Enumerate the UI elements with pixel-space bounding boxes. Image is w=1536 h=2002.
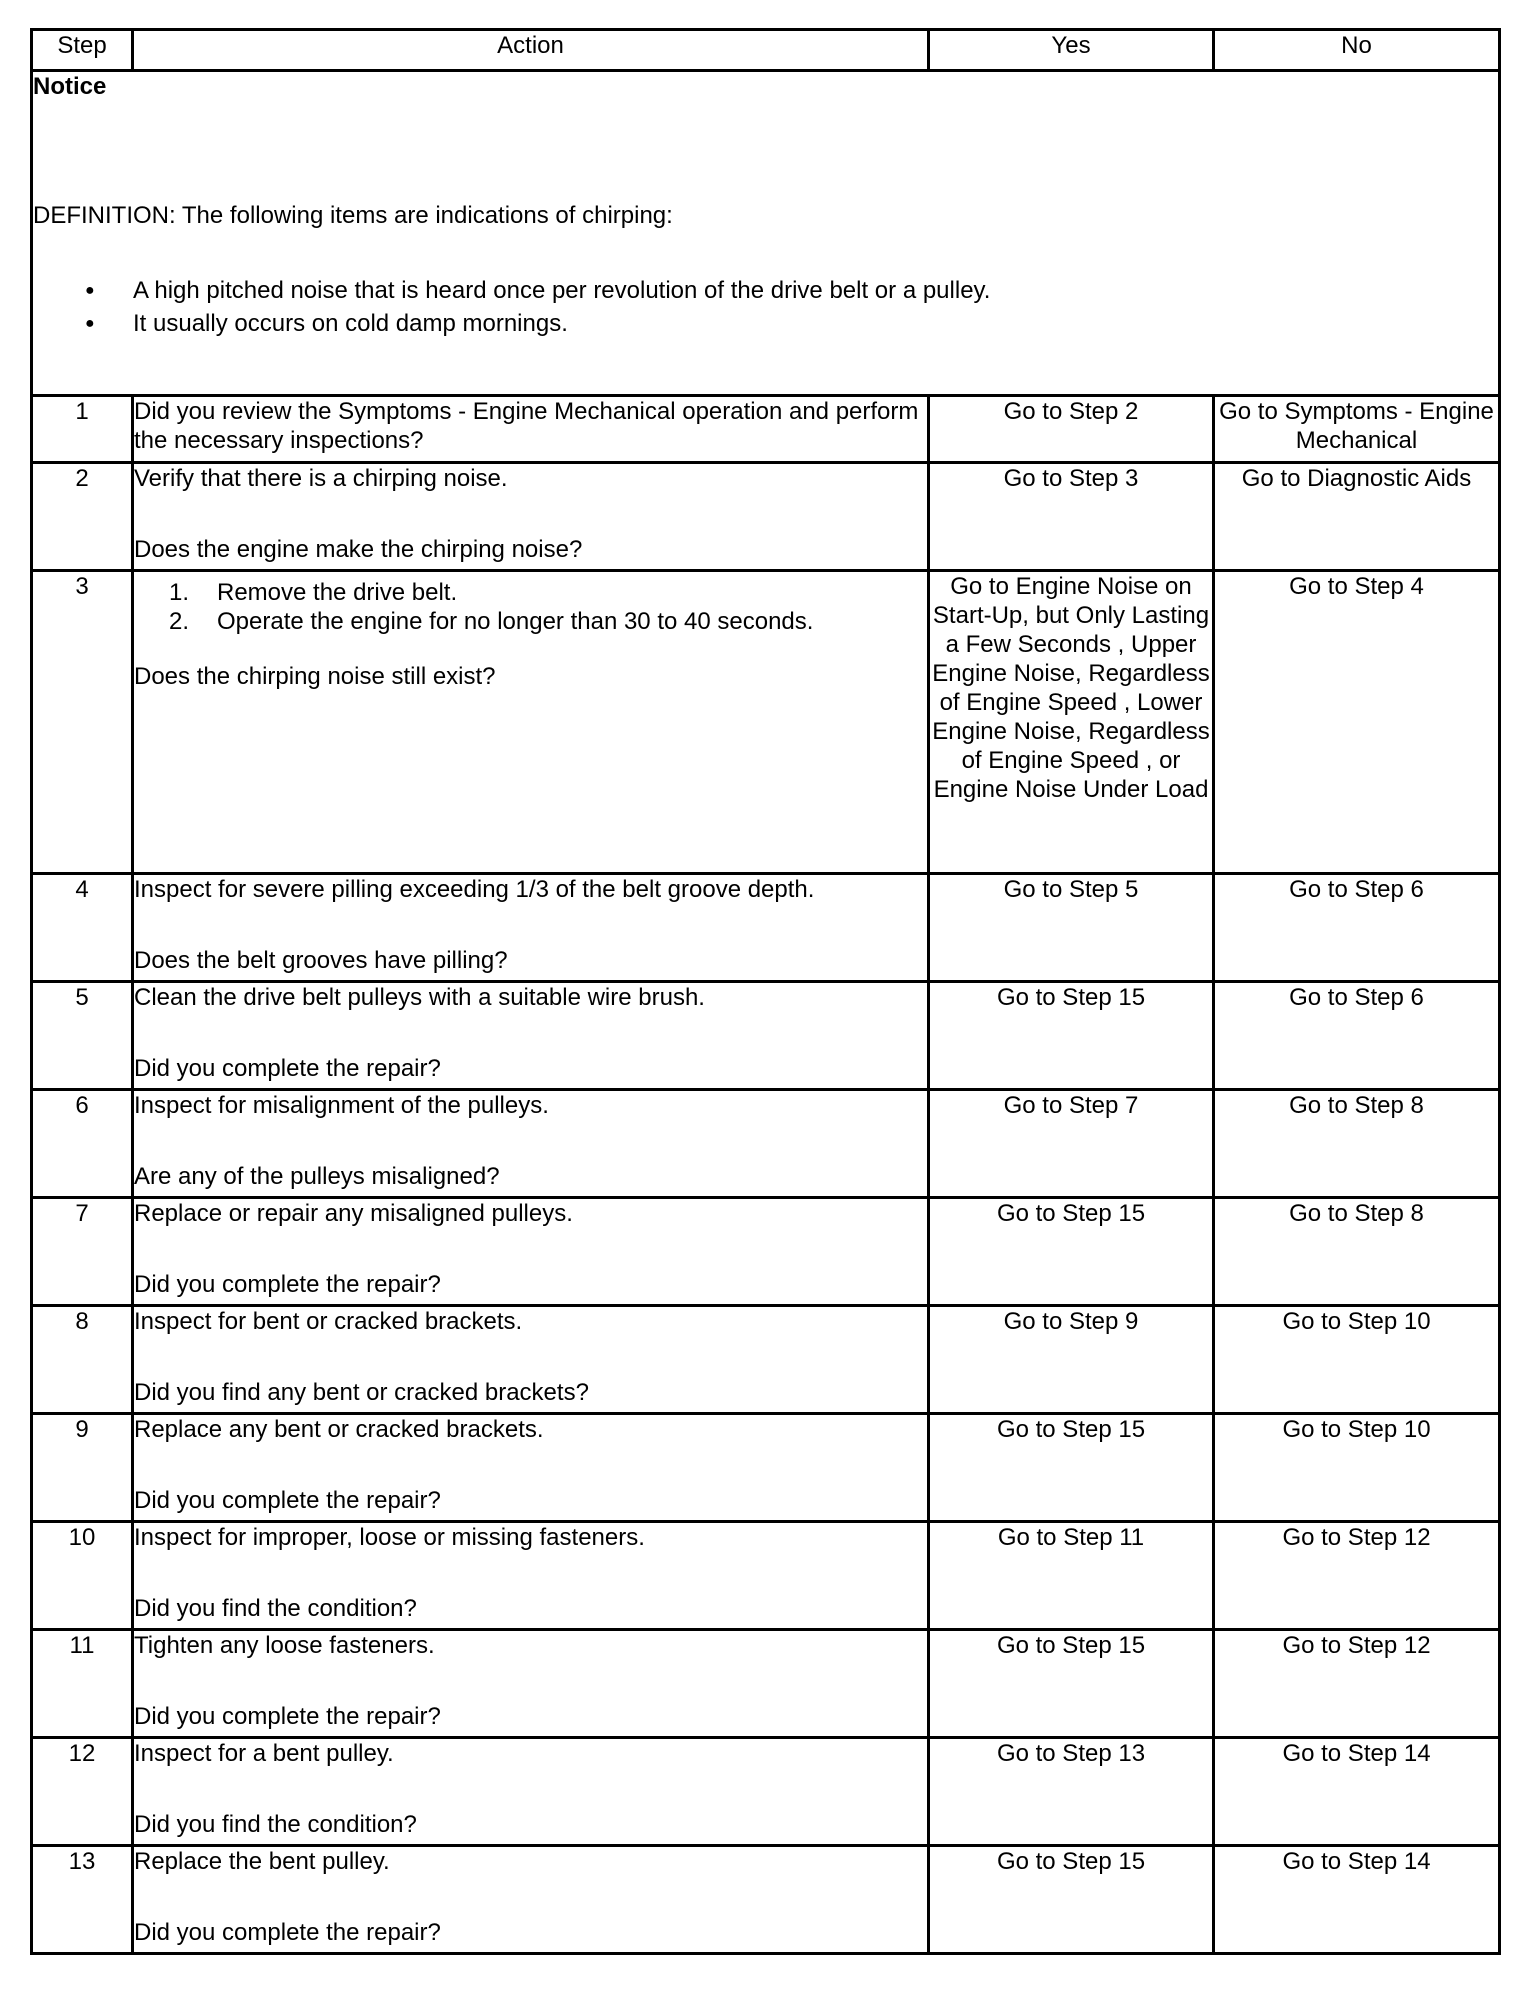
- no-cell: Go to Step 10: [1214, 1414, 1500, 1522]
- yes-cell: Go to Step 7: [929, 1090, 1214, 1198]
- substep-number: 1.: [168, 579, 189, 606]
- yes-cell: Go to Step 15: [929, 982, 1214, 1090]
- substep-item: [134, 607, 927, 636]
- action-question: Does the belt grooves have pilling?: [134, 947, 508, 974]
- table-row: [32, 1198, 1500, 1306]
- no-cell: Go to Step 14: [1214, 1846, 1500, 1954]
- step-number: 12: [32, 1738, 133, 1846]
- action-cell: [133, 1414, 929, 1522]
- action-cell: [133, 1090, 929, 1198]
- table-row: [32, 874, 1500, 982]
- yes-cell: Go to Step 9: [929, 1306, 1214, 1414]
- action-instruction: Inspect for improper, loose or missing fasteners.: [134, 1524, 645, 1551]
- action-question: Does the chirping noise still exist?: [134, 663, 496, 690]
- action-question: Did you find any bent or cracked brackets?: [134, 1379, 589, 1406]
- table-row: [32, 1738, 1500, 1846]
- action-instruction: Verify that there is a chirping noise.: [134, 465, 508, 492]
- action-instruction: Inspect for misalignment of the pulleys.: [134, 1092, 549, 1119]
- notice-definition: DEFINITION: The following items are indications of chirping:: [33, 202, 673, 229]
- action-instruction: Clean the drive belt pulleys with a suitable wire brush.: [134, 984, 705, 1011]
- yes-cell: Go to Engine Noise on Start-Up, but Only Lasting a Few Seconds , Upper Engine Noise, Regardless of Engine Speed , Lower Engine Noise, Regardless of Engine Speed , or Engine Noise Under Load: [929, 571, 1214, 874]
- yes-cell: Go to Step 3: [929, 463, 1214, 571]
- substep-item: [134, 578, 927, 607]
- yes-cell: Go to Step 13: [929, 1738, 1214, 1846]
- yes-cell: Go to Step 15: [929, 1630, 1214, 1738]
- step-number: 11: [32, 1630, 133, 1738]
- action-question: Did you complete the repair?: [134, 1703, 441, 1730]
- step-number: 2: [32, 463, 133, 571]
- action-instruction: Tighten any loose fasteners.: [134, 1632, 435, 1659]
- action-text: Did you review the Symptoms - Engine Mechanical operation and perform the necessary inspections?: [134, 398, 919, 454]
- substep-list: [134, 578, 927, 636]
- notice-cell: [32, 71, 1500, 396]
- yes-cell: Go to Step 2: [929, 396, 1214, 463]
- action-cell: [133, 1306, 929, 1414]
- no-cell: Go to Step 4: [1214, 571, 1500, 874]
- action-instruction: Replace the bent pulley.: [134, 1848, 390, 1875]
- action-cell: [133, 571, 929, 874]
- no-cell: Go to Step 14: [1214, 1738, 1500, 1846]
- yes-cell: Go to Step 11: [929, 1522, 1214, 1630]
- action-cell: [133, 982, 929, 1090]
- action-question: Did you complete the repair?: [134, 1271, 441, 1298]
- action-instruction: Replace any bent or cracked brackets.: [134, 1416, 544, 1443]
- action-question: Did you complete the repair?: [134, 1919, 441, 1946]
- action-instruction: Inspect for bent or cracked brackets.: [134, 1308, 523, 1335]
- action-question: Did you find the condition?: [134, 1595, 417, 1622]
- header-yes: Yes: [929, 30, 1214, 71]
- step-number: 3: [32, 571, 133, 874]
- table-row: [32, 571, 1500, 874]
- header-step: Step: [32, 30, 133, 71]
- table-row: [32, 1630, 1500, 1738]
- action-cell: [133, 1198, 929, 1306]
- action-instruction: Replace or repair any misaligned pulleys.: [134, 1200, 573, 1227]
- notice-bullet: ● It usually occurs on cold damp mornings.: [33, 307, 1498, 340]
- action-cell: [133, 1846, 929, 1954]
- no-cell: Go to Step 8: [1214, 1090, 1500, 1198]
- no-cell: Go to Diagnostic Aids: [1214, 463, 1500, 571]
- substep-text: Remove the drive belt.: [217, 579, 458, 606]
- action-cell: [133, 463, 929, 571]
- action-instruction: Inspect for a bent pulley.: [134, 1740, 394, 1767]
- action-question: Did you complete the repair?: [134, 1055, 441, 1082]
- no-cell: Go to Symptoms - Engine Mechanical: [1214, 396, 1500, 463]
- step-number: 1: [32, 396, 133, 463]
- header-row: [32, 30, 1500, 71]
- substep-text: Operate the engine for no longer than 30 to 40 seconds.: [217, 608, 814, 635]
- no-cell: Go to Step 6: [1214, 982, 1500, 1090]
- substep-number: 2.: [168, 608, 189, 635]
- table-row: [32, 1306, 1500, 1414]
- table-row: [32, 1090, 1500, 1198]
- header-action: Action: [133, 30, 929, 71]
- action-question: Did you complete the repair?: [134, 1487, 441, 1514]
- no-cell: Go to Step 8: [1214, 1198, 1500, 1306]
- action-cell: [133, 1738, 929, 1846]
- step-number: 8: [32, 1306, 133, 1414]
- yes-cell: Go to Step 15: [929, 1846, 1214, 1954]
- notice-title: Notice: [33, 73, 107, 100]
- notice-row: [32, 71, 1500, 396]
- no-cell: Go to Step 10: [1214, 1306, 1500, 1414]
- step-number: 13: [32, 1846, 133, 1954]
- yes-cell: Go to Step 5: [929, 874, 1214, 982]
- step-number: 4: [32, 874, 133, 982]
- action-cell: [133, 1630, 929, 1738]
- action-cell: [133, 1522, 929, 1630]
- table-row: [32, 1846, 1500, 1954]
- notice-bullets: [33, 274, 1498, 340]
- table-row: [32, 1414, 1500, 1522]
- no-cell: Go to Step 12: [1214, 1630, 1500, 1738]
- no-cell: Go to Step 12: [1214, 1522, 1500, 1630]
- notice-bullet: ● A high pitched noise that is heard once per revolution of the drive belt or a pulley.: [33, 274, 1498, 307]
- step-number: 9: [32, 1414, 133, 1522]
- step-number: 5: [32, 982, 133, 1090]
- action-question: Did you find the condition?: [134, 1811, 417, 1838]
- action-instruction: Inspect for severe pilling exceeding 1/3 of the belt groove depth.: [134, 876, 815, 903]
- table-row: [32, 463, 1500, 571]
- diagnostic-table: [30, 28, 1501, 1955]
- no-cell: Go to Step 6: [1214, 874, 1500, 982]
- step-number: 10: [32, 1522, 133, 1630]
- step-number: 7: [32, 1198, 133, 1306]
- action-cell: [133, 874, 929, 982]
- table-row: [32, 1522, 1500, 1630]
- step-number: 6: [32, 1090, 133, 1198]
- table-row: [32, 982, 1500, 1090]
- header-no: No: [1214, 30, 1500, 71]
- action-question: Does the engine make the chirping noise?: [134, 536, 583, 563]
- table-row: [32, 396, 1500, 463]
- action-question: Are any of the pulleys misaligned?: [134, 1163, 500, 1190]
- yes-cell: Go to Step 15: [929, 1198, 1214, 1306]
- action-cell: [133, 396, 929, 463]
- yes-cell: Go to Step 15: [929, 1414, 1214, 1522]
